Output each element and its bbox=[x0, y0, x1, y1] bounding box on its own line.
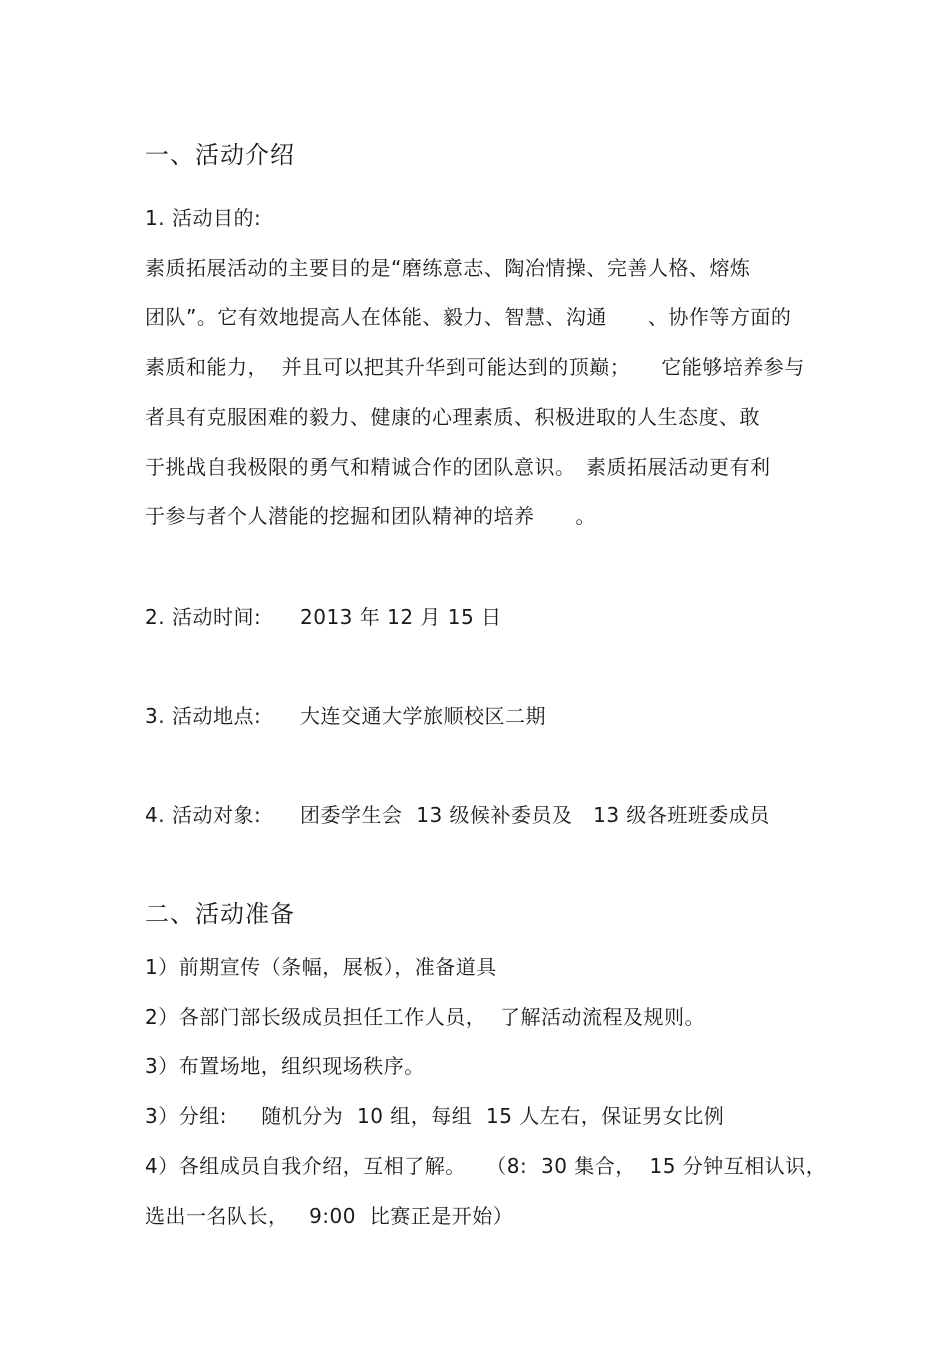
section2-heading: 二、活动准备 bbox=[145, 900, 295, 928]
target-label: 4. 活动对象: bbox=[145, 803, 262, 827]
time-value: 2013 年 12 月 15 日 bbox=[300, 605, 502, 629]
purpose-line-5: 于挑战自我极限的勇气和精诚合作的团队意识。 素质拓展活动更有利 bbox=[145, 455, 771, 479]
location-value: 大连交通大学旅顺校区二期 bbox=[300, 704, 546, 728]
purpose-line-6: 于参与者个人潜能的挖掘和团队精神的培养 。 bbox=[145, 504, 596, 528]
target-value: 团委学生会 13 级候补委员及 13 级各班班委成员 bbox=[300, 803, 770, 827]
prep-item-2: 2）各部门部长级成员担任工作人员， 了解活动流程及规则。 bbox=[145, 1005, 705, 1029]
purpose-title: 1. 活动目的: bbox=[145, 206, 262, 230]
purpose-line-2: 团队”。它有效地提高人在体能、毅力、智慧、沟通 、协作等方面的 bbox=[145, 305, 792, 329]
prep-item-1: 1）前期宣传（条幅，展板），准备道具 bbox=[145, 955, 497, 979]
prep-item-5: 4）各组成员自我介绍，互相了解。 （8: 30 集合， 15 分钟互相认识， bbox=[145, 1154, 827, 1178]
purpose-line-4: 者具有克服困难的毅力、健康的心理素质、积极进取的人生态度、敢 bbox=[145, 405, 760, 429]
section1-heading: 一、活动介绍 bbox=[145, 141, 295, 169]
time-label: 2. 活动时间: bbox=[145, 605, 262, 629]
purpose-line-3: 素质和能力， 并且可以把其升华到可能达到的顶巅； 它能够培养参与 bbox=[145, 355, 805, 379]
purpose-line-1: 素质拓展活动的主要目的是“磨练意志、陶冶情操、完善人格、熔炼 bbox=[145, 256, 751, 280]
prep-item-4: 3）分组: 随机分为 10 组，每组 15 人左右，保证男女比例 bbox=[145, 1104, 725, 1128]
location-label: 3. 活动地点: bbox=[145, 704, 262, 728]
prep-item-3: 3）布置场地，组织现场秩序。 bbox=[145, 1054, 425, 1078]
prep-item-6: 选出一名队长， 9:00 比赛正是开始） bbox=[145, 1204, 514, 1228]
